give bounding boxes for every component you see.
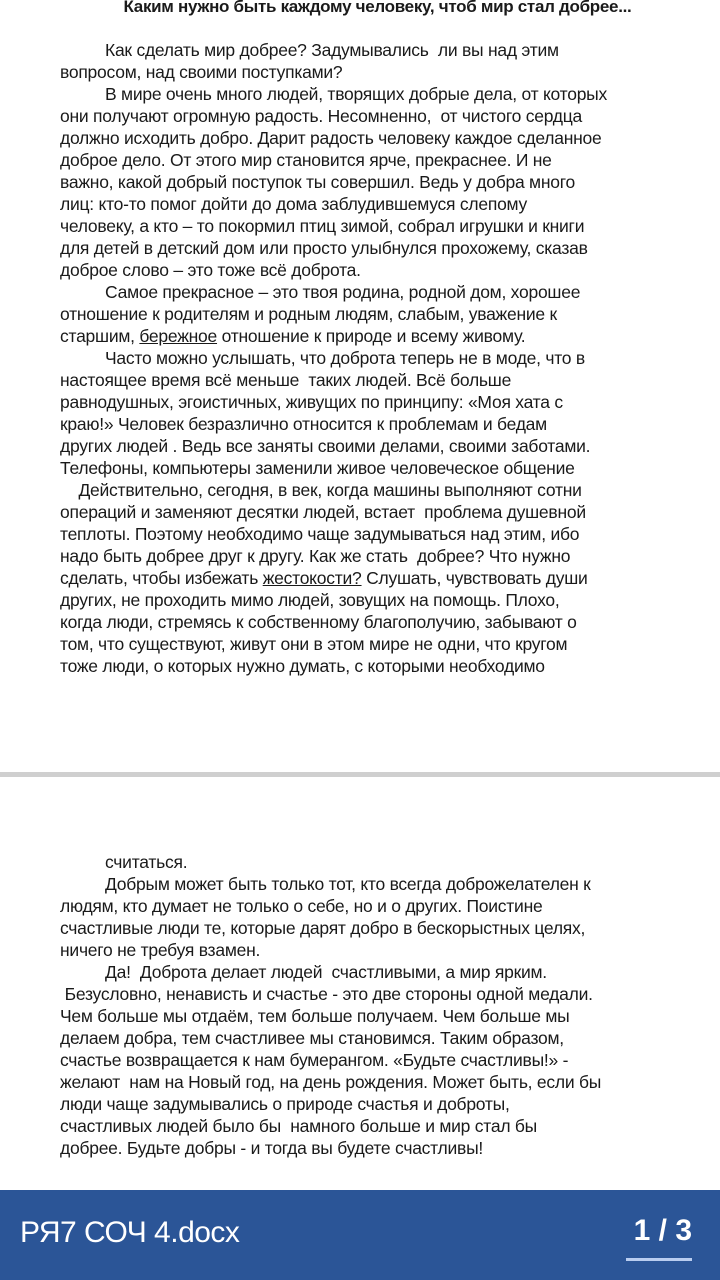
paragraph-line: других, не проходить мимо людей, зовущих на помощь. Плохо, — [60, 590, 560, 610]
paragraph-line: ничего не требуя взамен. — [60, 940, 261, 960]
paragraph-line: тоже люди, о которых нужно думать, с которыми необходимо — [60, 656, 545, 676]
paragraph-line — [60, 325, 690, 347]
paragraph-line: операций и заменяют десятки людей, встает проблема душевной — [60, 502, 586, 522]
line-text: сделать, чтобы избежать — [60, 568, 263, 588]
paragraph-line: отношение к родителям и родным людям, слабым, уважение к — [60, 304, 557, 324]
paragraph-line: лиц: кто-то помог дойти до дома заблудившемуся слепому — [60, 194, 528, 214]
paragraph-line: важно, какой добрый поступок ты совершил. Ведь у добра много — [60, 172, 575, 192]
paragraph-line: добрее. Будьте добры - и тогда вы будете счастливы! — [60, 1138, 484, 1158]
paragraph-line: доброе дело. От этого мир становится ярче, прекраснее. И не — [60, 150, 552, 170]
underlined-word: жестокости? — [262, 568, 362, 588]
paragraph-line: надо быть добрее друг к другу. Как же стать добрее? Что нужно — [60, 546, 571, 566]
document-page-2 — [60, 851, 690, 1159]
paragraph-line: счастье возвращается к нам бумерангом. «Будьте счастливы!» - — [60, 1050, 569, 1070]
paragraph-line: краю!» Человек безразлично относится к проблемам и бедам — [60, 414, 547, 434]
page-indicator-underline — [626, 1258, 692, 1261]
paragraph-line: для детей в детский дом или просто улыбнулся прохожему, сказав — [60, 238, 588, 258]
paragraph-line: настоящее время всё меньше таких людей. Всё больше — [60, 370, 512, 390]
paragraph-line: Действительно, сегодня, в век, когда машины выполняют сотни — [60, 480, 582, 500]
paragraph-line: том, что существуют, живут они в этом мире не одни, что кругом — [60, 634, 568, 654]
paragraph-line: людям, кто думает не только о себе, но и о других. Поистине — [60, 896, 543, 916]
bottom-bar — [0, 1190, 720, 1280]
page-separator — [0, 772, 720, 777]
paragraph-line: Самое прекрасное – это твоя родина, родной дом, хорошее — [105, 282, 581, 302]
paragraph-line: доброе слово – это тоже всё доброта. — [60, 260, 361, 280]
document-title: Каким нужно быть каждому человеку, чтоб мир стал добрее... — [123, 0, 632, 16]
page-indicator[interactable]: 1 / 3 — [633, 1214, 692, 1247]
line-text: отношение к природе и всему живому. — [217, 326, 526, 346]
paragraph-line: счастливые люди те, которые дарят добро в бескорыстных целях, — [60, 918, 586, 938]
paragraph-line: Телефоны, компьютеры заменили живое человеческое общение — [60, 458, 575, 478]
paragraph-line: других людей . Ведь все заняты своими делами, своими заботами. — [60, 436, 591, 456]
paragraph-line: должно исходить добро. Дарит радость человеку каждое сделанное — [60, 128, 602, 148]
paragraph-line: когда люди, стремясь к собственному благополучию, забывают о — [60, 612, 577, 632]
paragraph-line: Да! Доброта делает людей счастливыми, а мир ярким. — [105, 962, 547, 982]
paragraph-line: люди чаще задумывались о природе счастья и доброты, — [60, 1094, 510, 1114]
file-name: РЯ7 СОЧ 4.docx — [20, 1216, 240, 1249]
paragraph-line: Часто можно услышать, что доброта теперь не в моде, что в — [105, 348, 585, 368]
paragraph-line: человеку, а кто – то покормил птиц зимой, собрал игрушки и книги — [60, 216, 585, 236]
paragraph-line: счастливых людей было бы намного больше и мир стал бы — [60, 1116, 537, 1136]
paragraph-line: желают нам на Новый год, на день рождения. Может быть, если бы — [60, 1072, 602, 1092]
paragraph-line: теплоты. Поэтому необходимо чаще задумываться над этим, ибо — [60, 524, 580, 544]
paragraph-line: вопросом, над своими поступками? — [60, 62, 343, 82]
paragraph-line: Безусловно, ненависть и счастье - это две стороны одной медали. — [60, 984, 593, 1004]
paragraph-line: делаем добра, тем счастливее мы становимся. Таким образом, — [60, 1028, 564, 1048]
paragraph-line: Чем больше мы отдаём, тем больше получаем. Чем больше мы — [60, 1006, 570, 1026]
paragraph-line: Добрым может быть только тот, кто всегда доброжелателен к — [105, 874, 591, 894]
document-page-1 — [60, 39, 690, 677]
paragraph-line: Как сделать мир добрее? Задумывались ли вы над этим — [105, 40, 559, 60]
paragraph-line: они получают огромную радость. Несомненно, от чистого сердца — [60, 106, 582, 126]
underlined-word: бережное — [139, 326, 218, 346]
line-text: Слушать, чувствовать души — [361, 568, 588, 588]
paragraph-line: В мире очень много людей, творящих добрые дела, от которых — [105, 84, 608, 104]
paragraph-line — [60, 567, 690, 589]
line-text: старшим, — [60, 326, 140, 346]
paragraph-line: считаться. — [105, 852, 188, 872]
paragraph-line: равнодушных, эгоистичных, живущих по принципу: «Моя хата с — [60, 392, 563, 412]
